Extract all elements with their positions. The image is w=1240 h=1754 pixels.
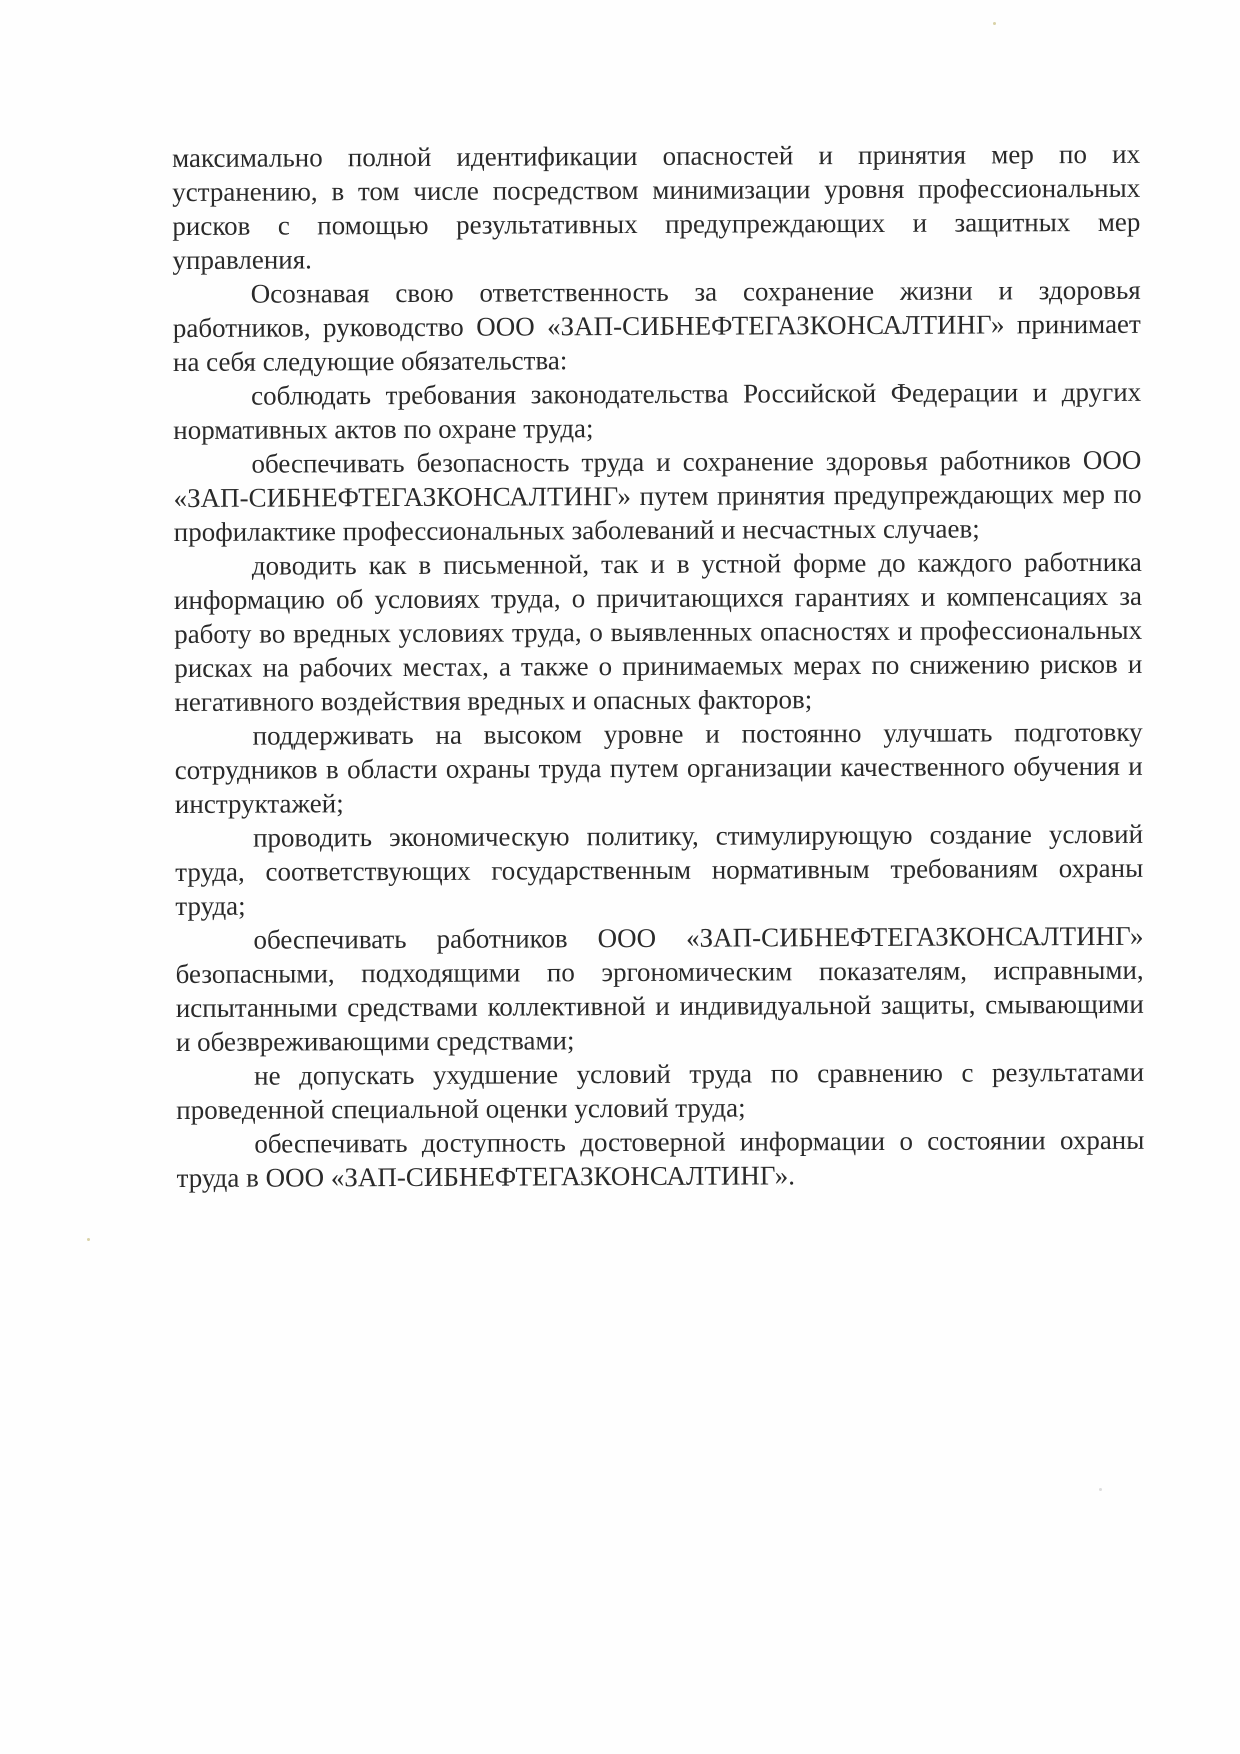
paragraph-obligation-no-deterioration: не допускать ухудшение условий труда по сравнению с результатами проведенной специальной оценки условий труда;: [176, 1056, 1145, 1125]
paragraph-obligation-comply-legislation: соблюдать требования законодательства Российской Федерации и других нормативных актов по охране труда;: [173, 376, 1142, 445]
paragraph-obligation-protective-equipment: обеспечивать работников ООО «ЗАП-СИБНЕФТЕГАЗКОНСАЛТИНГ» безопасными, подходящими по эргономическим показателям, исправными, испытанными средствами коллективной и индивидуальной защиты, смывающими и обезвреживающими средствами;: [175, 920, 1144, 1057]
scan-speck: [993, 22, 996, 25]
paragraph-obligation-information-access: обеспечивать доступность достоверной информации о состоянии охраны труда в ООО «ЗАП-СИБНЕФТЕГАЗКОНСАЛТИНГ».: [176, 1124, 1145, 1193]
paragraph-obligation-economic-policy: проводить экономическую политику, стимулирующую создание условий труда, соответствующих государственным нормативным требованиям охраны труда;: [175, 818, 1144, 921]
scan-speck: [87, 1238, 90, 1241]
scan-speck: [1099, 1488, 1102, 1491]
document-body: [172, 137, 1145, 1195]
paragraph-obligation-ensure-safety: обеспечивать безопасность труда и сохранение здоровья работников ООО «ЗАП-СИБНЕФТЕГАЗКОНСАЛТИНГ» путем принятия предупреждающих мер по профилактике профессиональных заболеваний и несчастных случаев;: [173, 444, 1142, 547]
paragraph-obligation-inform-workers: доводить как в письменной, так и в устной форме до каждого работника информацию об условиях труда, о причитающихся гарантиях и компенсациях за работу во вредных условиях труда, о выявленных опасностях и профессиональных рисках на рабочих местах, а также о принимаемых мерах по снижению рисков и негативного воздействия вредных и опасных факторов;: [173, 546, 1143, 717]
paragraph-hazard-identification: максимально полной идентификации опасностей и принятия мер по их устранению, в том числе посредством минимизации уровня профессиональных рисков с помощью результативных предупреждающих и защитных мер управления.: [172, 138, 1141, 275]
paragraph-obligation-training: поддерживать на высоком уровне и постоянно улучшать подготовку сотрудников в области охраны труда путем организации качественного обучения и инструктажей;: [174, 716, 1143, 819]
paragraph-responsibility-intro: Осознавая свою ответственность за сохранение жизни и здоровья работников, руководство ООО «ЗАП-СИБНЕФТЕГАЗКОНСАЛТИНГ» принимает на себя следующие обязательства:: [172, 274, 1141, 377]
